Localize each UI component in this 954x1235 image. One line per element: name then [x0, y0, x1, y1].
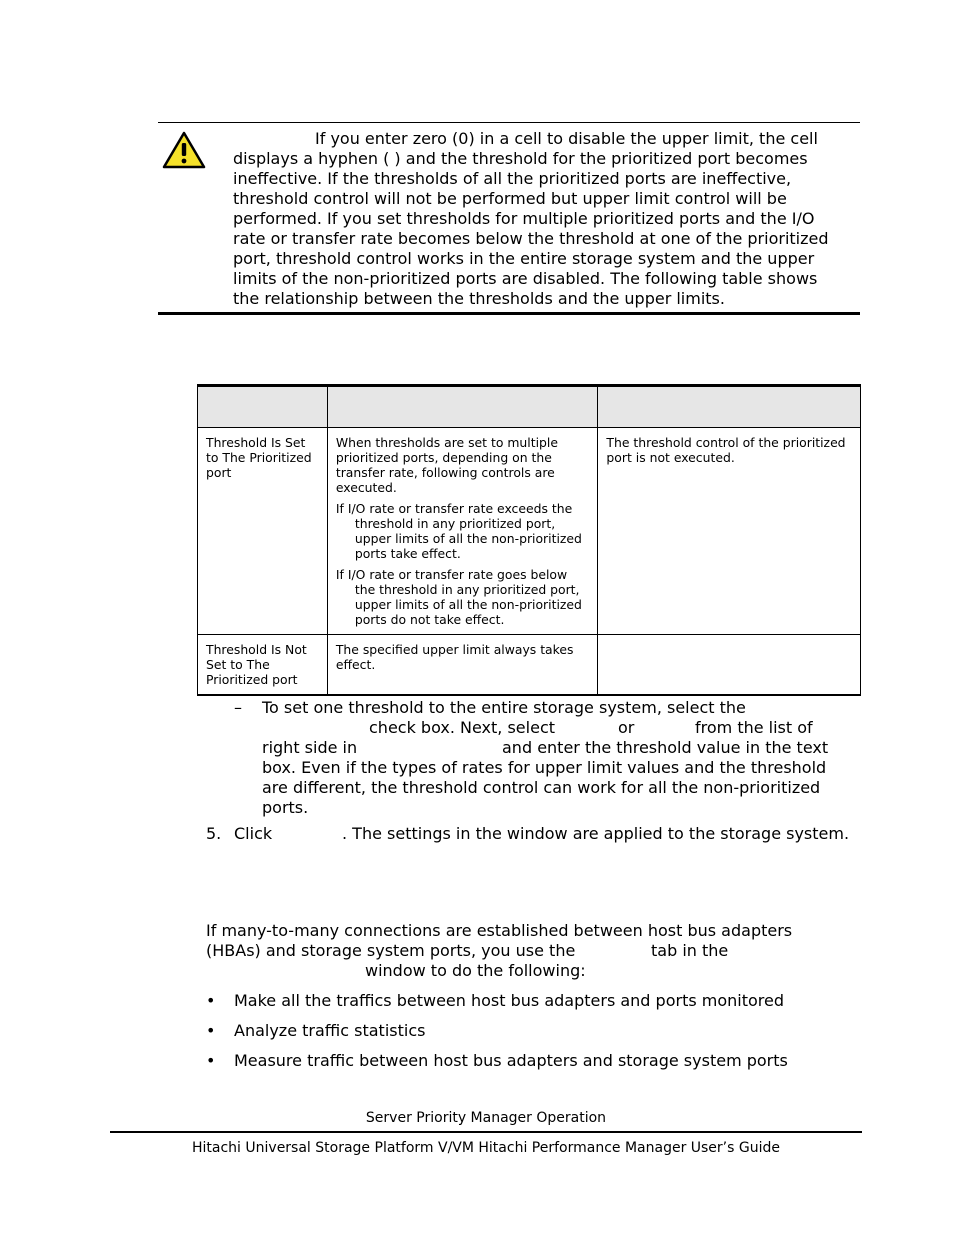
caution-line: If you enter zero (0) in a cell to disable the upper limit, the cell	[315, 129, 818, 148]
dash-line-part: or	[618, 718, 635, 737]
caution-line: threshold control will not be performed but upper limit control will be	[233, 189, 787, 208]
table-header-row	[198, 386, 861, 428]
caution-text	[233, 129, 863, 309]
list-item: Make all the traffics between host bus adapters and ports monitored	[234, 991, 785, 1010]
list-item: Measure traffic between host bus adapters and storage system ports	[234, 1051, 788, 1070]
caution-line: the relationship between the thresholds and the upper limits.	[233, 289, 725, 308]
table-cell: The threshold control of the prioritized port is not executed.	[598, 428, 861, 635]
cell-paragraph: If I/O rate or transfer rate exceeds the threshold in any prioritized port, upper limits of all the non-prioritized ports take effect.	[335, 501, 582, 561]
intro-line: If many-to-many connections are established between host bus adapters	[206, 921, 793, 940]
table-cell: The specified upper limit always takes effect.	[327, 635, 598, 696]
dash-line	[262, 718, 862, 738]
caution-line: rate or transfer rate becomes below the threshold at one of the prioritized	[233, 229, 829, 248]
warning-triangle-icon	[162, 130, 206, 170]
table-row	[198, 635, 861, 696]
table-cell-label: Threshold Is Set to The Prioritized port	[198, 428, 328, 635]
table-header-cell	[198, 386, 328, 428]
intro-line: window to do the following:	[365, 961, 586, 980]
caution-line: ineffective. If the thresholds of all the prioritized ports are ineffective,	[233, 169, 792, 188]
intro-line: tab in the	[651, 941, 729, 960]
caution-top-rule	[158, 122, 860, 123]
table-cell	[327, 428, 598, 635]
step-text: . The settings in the window are applied to the storage system.	[342, 824, 850, 843]
table-row	[198, 428, 861, 635]
intro-line: (HBAs) and storage system ports, you use the	[206, 941, 576, 960]
caution-line: port, threshold control works in the entire storage system and the upper	[233, 249, 815, 268]
caution-line: performed. If you set thresholds for multiple prioritized ports and the I/O	[233, 209, 815, 228]
bullet-icon: •	[206, 1021, 216, 1040]
table-header-cell	[598, 386, 861, 428]
dash-line-part: right side in	[262, 738, 358, 757]
step-text: Click	[234, 824, 273, 843]
dash-line-part: and enter the threshold value in the text	[502, 738, 829, 757]
dash-line-part: check box. Next, select	[369, 718, 556, 737]
dash-line: box. Even if the types of rates for upper limit values and the threshold	[262, 758, 827, 777]
footer-rule	[110, 1131, 862, 1133]
table-header-cell	[327, 386, 598, 428]
footer-section-title: Server Priority Manager Operation	[365, 1110, 607, 1126]
dash-line-part: from the list of	[695, 718, 813, 737]
dash-line: ports.	[262, 798, 309, 817]
list-item: Analyze traffic statistics	[234, 1021, 426, 1040]
bullet-icon: •	[206, 1051, 216, 1070]
caution-bottom-rule	[158, 312, 860, 315]
caution-line: limits of the non-prioritized ports are disabled. The following table shows	[233, 269, 818, 288]
bullet-icon: •	[206, 991, 216, 1010]
step-number: 5.	[206, 824, 222, 843]
dash-line: are different, the threshold control can work for all the non-prioritized	[262, 778, 821, 797]
dash-item-text	[262, 698, 862, 818]
dash-line: To set one threshold to the entire storage system, select the	[262, 698, 746, 717]
dash-line	[262, 738, 862, 758]
dash-bullet: –	[234, 698, 242, 717]
cell-paragraph: When thresholds are set to multiple prioritized ports, depending on the transfer rate, following controls are executed.	[335, 435, 558, 495]
table-cell	[598, 635, 861, 696]
footer-guide-title: Hitachi Universal Storage Platform V/VM Hitachi Performance Manager User’s Guide	[192, 1140, 780, 1156]
threshold-table	[197, 384, 861, 696]
caution-line: displays a hyphen ( ) and the threshold for the prioritized port becomes	[233, 149, 808, 168]
cell-paragraph: If I/O rate or transfer rate goes below the threshold in any prioritized port, upper limits of all the non-prioritized ports do not take effect.	[335, 567, 582, 627]
table-cell-label: Threshold Is Not Set to The Prioritized port	[198, 635, 328, 696]
